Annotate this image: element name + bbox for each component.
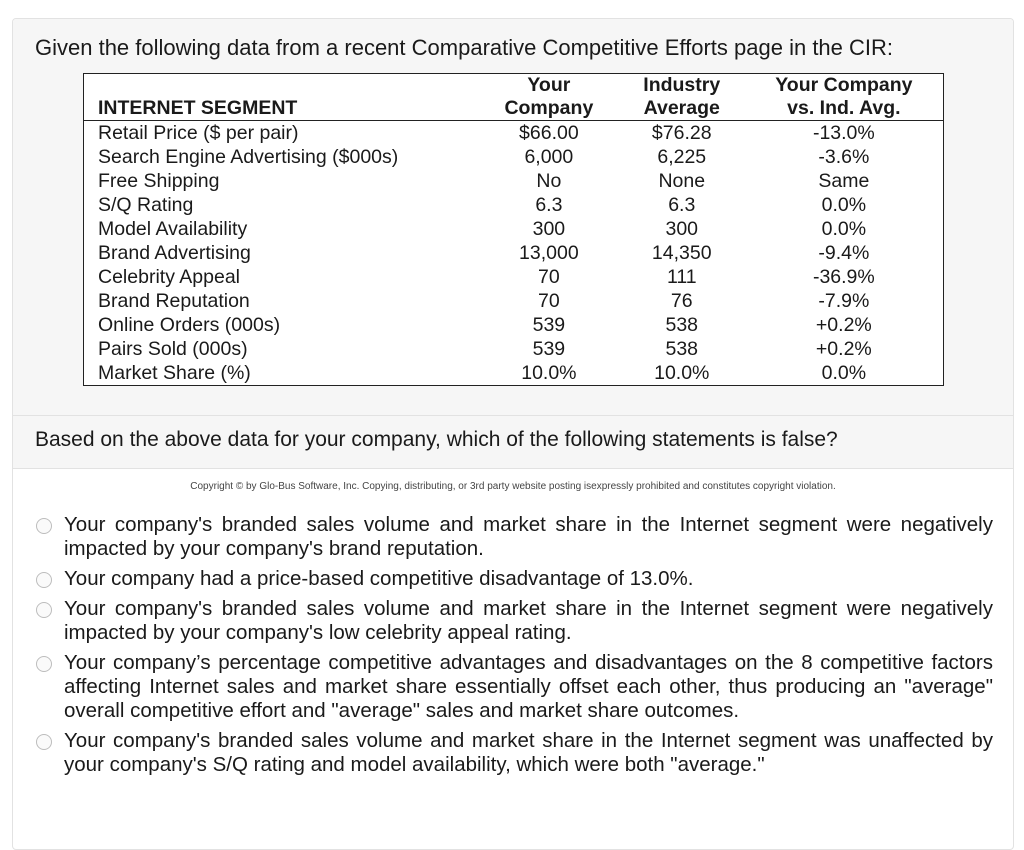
your-company-value: 70 bbox=[538, 266, 560, 288]
your-company-value: 539 bbox=[532, 338, 566, 360]
intro-text: Given the following data from a recent Comparative Competitive Efforts page in the CIR: bbox=[35, 35, 894, 60]
table-row bbox=[84, 241, 944, 265]
vs-average-value: +0.2% bbox=[815, 314, 872, 336]
answer-option-text: Your company had a price-based competitive disadvantage of 13.0%. bbox=[64, 567, 694, 590]
industry-average-value: 6.3 bbox=[668, 194, 696, 216]
radio-button[interactable] bbox=[36, 572, 52, 588]
vs-average-value: 0.0% bbox=[821, 362, 867, 384]
your-company-value: 70 bbox=[538, 290, 560, 312]
row-label: Search Engine Advertising ($000s) bbox=[98, 146, 399, 168]
vs-average-value: +0.2% bbox=[815, 338, 872, 360]
row-label: Pairs Sold (000s) bbox=[98, 338, 248, 360]
answer-option-2[interactable] bbox=[33, 567, 993, 591]
table-row bbox=[84, 169, 944, 193]
table-header-row bbox=[84, 74, 944, 121]
table-row bbox=[84, 313, 944, 337]
vs-average-value: Same bbox=[818, 170, 870, 192]
your-company-value: 13,000 bbox=[519, 242, 579, 264]
table-row bbox=[84, 145, 944, 169]
header-industry-average: Industry Average bbox=[643, 74, 721, 119]
answer-option-text: Your company's branded sales volume and market share in the Internet segment were negatively impacted by your company's brand reputation. bbox=[64, 513, 993, 560]
table-row bbox=[84, 217, 944, 241]
industry-average-value: 538 bbox=[665, 338, 699, 360]
data-panel bbox=[13, 19, 1013, 416]
row-label: Model Availability bbox=[98, 218, 248, 240]
vs-average-value: -9.4% bbox=[818, 242, 870, 264]
row-label: Retail Price ($ per pair) bbox=[98, 122, 299, 144]
table-row bbox=[84, 193, 944, 217]
question-panel bbox=[13, 416, 1013, 469]
radio-button[interactable] bbox=[36, 656, 52, 672]
header-segment: INTERNET SEGMENT bbox=[98, 97, 298, 119]
answer-option-3[interactable] bbox=[33, 597, 993, 645]
answer-option-1[interactable] bbox=[33, 513, 993, 561]
answer-option-5[interactable] bbox=[33, 729, 993, 777]
industry-average-value: 76 bbox=[670, 290, 693, 312]
row-label: Brand Advertising bbox=[98, 242, 251, 264]
industry-average-value: None bbox=[658, 170, 706, 192]
industry-average-value: $76.28 bbox=[651, 122, 712, 144]
vs-average-value: 0.0% bbox=[821, 218, 867, 240]
copyright-notice: Copyright © by Glo-Bus Software, Inc. Copying, distributing, or 3rd party website posting isexpressly prohibited and constitutes copyright violation. bbox=[190, 481, 836, 492]
answer-option-text: Your company's branded sales volume and market share in the Internet segment were negatively impacted by your company's low celebrity appeal rating. bbox=[64, 597, 993, 644]
row-label: Online Orders (000s) bbox=[98, 314, 281, 336]
your-company-value: 539 bbox=[532, 314, 566, 336]
cir-table bbox=[83, 73, 944, 386]
your-company-value: 6,000 bbox=[524, 146, 574, 168]
table-row bbox=[84, 361, 944, 386]
vs-average-value: -36.9% bbox=[812, 266, 875, 288]
vs-average-value: 0.0% bbox=[821, 194, 867, 216]
radio-button[interactable] bbox=[36, 602, 52, 618]
header-your-company: Your Company bbox=[504, 74, 594, 119]
industry-average-value: 538 bbox=[665, 314, 699, 336]
your-company-value: $66.00 bbox=[519, 122, 579, 144]
your-company-value: 300 bbox=[532, 218, 566, 240]
answer-options bbox=[33, 513, 993, 783]
vs-average-value: -13.0% bbox=[812, 122, 875, 144]
radio-button[interactable] bbox=[36, 518, 52, 534]
radio-button[interactable] bbox=[36, 734, 52, 750]
industry-average-value: 6,225 bbox=[657, 146, 707, 168]
row-label: Market Share (%) bbox=[98, 362, 251, 384]
row-label: S/Q Rating bbox=[98, 194, 194, 216]
industry-average-value: 10.0% bbox=[654, 362, 710, 384]
industry-average-value: 300 bbox=[665, 218, 699, 240]
question-text: Based on the above data for your company, which of the following statements is false? bbox=[35, 428, 838, 451]
table-row bbox=[84, 265, 944, 289]
row-label: Free Shipping bbox=[98, 170, 220, 192]
question-card bbox=[12, 18, 1014, 850]
vs-average-value: -7.9% bbox=[818, 290, 870, 312]
vs-average-value: -3.6% bbox=[818, 146, 870, 168]
row-label: Celebrity Appeal bbox=[98, 266, 241, 288]
industry-average-value: 14,350 bbox=[651, 242, 712, 264]
your-company-value: 10.0% bbox=[521, 362, 577, 384]
answer-option-text: Your company's branded sales volume and market share in the Internet segment was unaffected by your company's S/Q rating and model availability, which were both "average." bbox=[64, 729, 993, 776]
industry-average-value: 111 bbox=[666, 266, 697, 288]
table-row bbox=[84, 289, 944, 313]
row-label: Brand Reputation bbox=[98, 290, 250, 312]
table-row bbox=[84, 337, 944, 361]
header-vs-average: Your Company vs. Ind. Avg. bbox=[775, 74, 913, 119]
answer-option-4[interactable] bbox=[33, 651, 993, 723]
table-row bbox=[84, 121, 944, 146]
answer-option-text: Your company’s percentage competitive advantages and disadvantages on the 8 competitive factors affecting Internet sales and market share essentially offset each other, thus producing an "average" overall competitive effort and "average" sales and market share outcomes. bbox=[64, 651, 993, 722]
your-company-value: No bbox=[536, 170, 562, 192]
your-company-value: 6.3 bbox=[535, 194, 563, 216]
